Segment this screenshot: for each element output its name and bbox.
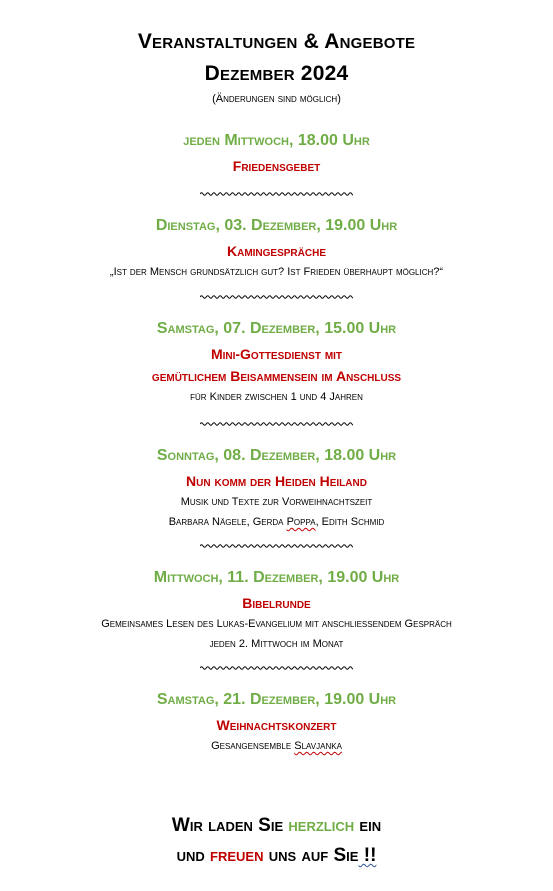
performer-names: Barbara Nägele, Gerda <box>168 516 287 528</box>
wavy-divider <box>200 191 353 197</box>
closing-word-sie: Sie <box>333 845 359 866</box>
event-description: Gemeinsames Lesen des Lukas-Evangelium mit anschließendem Gespräch <box>101 618 452 630</box>
ensemble-name: Slavjanka <box>294 740 342 752</box>
event-description: für Kinder zwischen 1 und 4 Jahren <box>190 391 363 403</box>
closing-text: Wir laden Sie <box>171 815 289 836</box>
changes-note: (Änderungen sind möglich) <box>212 93 341 105</box>
wavy-divider <box>200 421 353 427</box>
event-date: Samstag, 21. Dezember, 19.00 Uhr <box>156 691 397 708</box>
event-title: Weihnachtskonzert <box>216 717 337 733</box>
event-description: Musik und Texte zur Vorweihnachtszeit <box>180 496 373 508</box>
closing-line-2 <box>0 841 553 871</box>
event-title: Bibelrunde <box>242 595 311 611</box>
closing-text: und <box>176 845 211 866</box>
ensemble-label: Gesangensemble <box>211 740 295 752</box>
page-subtitle-month: Dezember 2024 <box>204 62 349 85</box>
event-date: jeden Mittwoch, 18.00 Uhr <box>183 132 370 149</box>
event-date: Mittwoch, 11. Dezember, 19.00 Uhr <box>153 569 400 586</box>
event-fireside-talks <box>0 216 553 282</box>
closing-highlight-freuen: freuen <box>210 845 264 866</box>
wavy-divider <box>200 543 353 549</box>
event-bible-circle <box>0 568 553 654</box>
event-date: Sonntag, 08. Dezember, 18.00 Uhr <box>156 447 397 464</box>
event-christmas-concert <box>0 690 553 756</box>
wavy-divider <box>200 665 353 671</box>
performer-names-end: , Edith Schmid <box>315 516 385 528</box>
performer-name-flagged: Poppa <box>286 516 316 528</box>
event-mini-service <box>0 319 553 407</box>
event-weekly-prayer <box>0 131 553 177</box>
event-description: „Ist der Mensch grundsätzlich gut? Ist Frieden überhaupt möglich?“ <box>109 266 444 278</box>
event-title: Mini-Gottesdienst mit <box>210 346 343 362</box>
event-title: Nun komm der Heiden Heiland <box>186 473 367 489</box>
event-description <box>0 736 553 756</box>
event-performers <box>0 512 553 532</box>
event-date: Samstag, 07. Dezember, 15.00 Uhr <box>156 320 397 337</box>
wavy-divider <box>200 294 353 300</box>
event-date: Dienstag, 03. Dezember, 19.00 Uhr <box>155 217 398 234</box>
closing-text: ein <box>354 815 382 836</box>
closing-exclamation: !! <box>358 845 377 866</box>
event-title: Friedensgebet <box>232 158 321 174</box>
closing-text: uns auf <box>263 845 334 866</box>
closing-line-1 <box>0 811 553 841</box>
event-advent-music <box>0 446 553 532</box>
page-title: Veranstaltungen & Angebote <box>137 30 416 53</box>
event-title: Kamingespräche <box>226 243 326 259</box>
closing-highlight-herzlich: herzlich <box>288 815 355 836</box>
event-title-continued: gemütlichem Beisammensein im Anschluss <box>151 368 402 384</box>
event-recurrence: jeden 2. Mittwoch im Monat <box>209 638 344 650</box>
